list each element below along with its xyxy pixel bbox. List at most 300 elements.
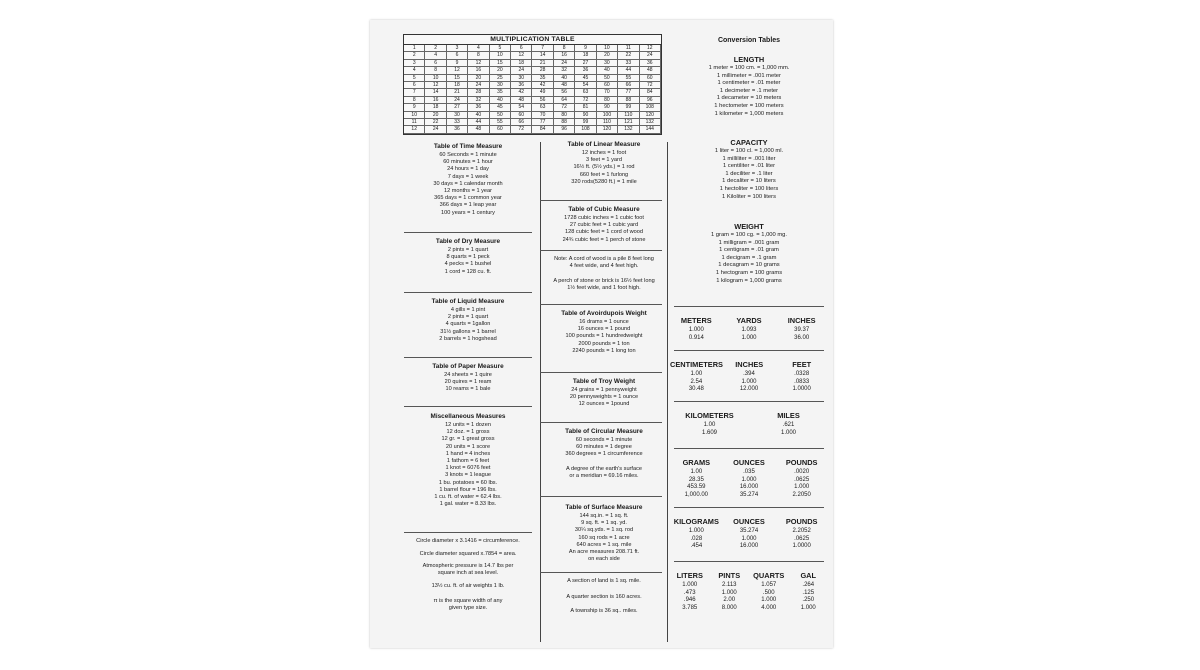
table-divider xyxy=(674,350,824,351)
multiplication-cell: 24 xyxy=(425,126,446,133)
unit-header-cell: GRAMS xyxy=(682,458,711,467)
multiplication-cell: 24 xyxy=(447,97,468,104)
unit-value-cell: 1.00 xyxy=(703,422,716,428)
metric-line: 1 milligram = .001 gram xyxy=(718,239,780,246)
measure-line: 128 cubic feet = 1 cord of wood xyxy=(565,229,643,236)
multiplication-cell: 7 xyxy=(404,89,425,96)
measure-line: on each side xyxy=(588,556,620,563)
unit-header-cell: MILES xyxy=(777,411,800,420)
unit-table-row xyxy=(670,536,828,544)
unit-table-row xyxy=(670,430,828,438)
unit-table-header xyxy=(670,360,828,371)
measure-line: 320 rods(5280 ft.) = 1 mile xyxy=(571,178,637,185)
metric-line: 1 decameter = 10 meters xyxy=(716,95,782,102)
unit-value-cell: 2.2052 xyxy=(792,528,811,534)
unit-value-cell: .473 xyxy=(683,589,696,596)
measure-line: 100 years = 1 century xyxy=(441,209,495,216)
measure-line: 1 knot = 6076 feet xyxy=(445,465,491,472)
multiplication-cell: 84 xyxy=(532,126,553,133)
unit-value-cell: .394 xyxy=(743,371,755,377)
multiplication-cell: 100 xyxy=(597,112,618,119)
metric-line: 1 kilogram = 1,000 grams xyxy=(716,277,782,284)
note-line: Circle diameter squared x.7854 = area. xyxy=(419,551,517,557)
multiplication-cell: 132 xyxy=(618,126,639,133)
multiplication-cell: 99 xyxy=(618,104,639,111)
unit-value-cell: .028 xyxy=(690,535,703,542)
multiplication-cell: 28 xyxy=(468,89,489,96)
multiplication-cell: 60 xyxy=(490,126,511,133)
multiplication-cell: 60 xyxy=(640,75,661,82)
section-title: Table of Paper Measure xyxy=(432,363,504,370)
measure-line: 7 days = 1 week xyxy=(447,173,489,180)
multiplication-cell: 24 xyxy=(640,52,661,59)
unit-value-cell: 1.0000 xyxy=(792,386,811,393)
section-divider xyxy=(404,532,532,533)
measure-line: 31½ gallons = 1 barrel xyxy=(440,328,496,335)
multiplication-cell: 33 xyxy=(447,119,468,126)
measure-line: 1728 cubic inches = 1 cubic foot xyxy=(564,215,644,221)
section-divider xyxy=(540,372,662,373)
multiplication-cell: 30 xyxy=(490,82,511,89)
measure-line: 4 pecks = 1 bushel xyxy=(444,261,492,268)
multiplication-cell: 56 xyxy=(554,89,575,96)
unit-value-cell: .0625 xyxy=(794,535,810,542)
section-divider xyxy=(540,496,662,497)
unit-value-cell: 0.914 xyxy=(688,334,704,341)
multiplication-cell: 72 xyxy=(640,82,661,89)
multiplication-cell: 77 xyxy=(532,119,553,126)
measure-line: 27 cubic feet = 1 cubic yard xyxy=(569,222,639,229)
multiplication-cell: 15 xyxy=(490,60,511,67)
multiplication-cell: 35 xyxy=(532,75,553,82)
unit-value-cell: 1.000 xyxy=(780,429,796,436)
measure-line: 12 gr. = 1 great gross xyxy=(441,436,495,443)
unit-header-cell: QUARTS xyxy=(753,571,785,580)
measure-line: 12 units = 1 dozen xyxy=(445,422,491,428)
multiplication-grid xyxy=(404,45,661,134)
section-title: Table of Linear Measure xyxy=(567,141,641,148)
metric-line: 1 milliliter = .001 liter xyxy=(722,155,776,162)
multiplication-cell: 16 xyxy=(468,67,489,74)
multiplication-cell: 25 xyxy=(490,75,511,82)
unit-value-cell: 1.609 xyxy=(701,429,717,436)
measure-line: 3 knots = 1 league xyxy=(445,472,491,479)
multiplication-cell: 8 xyxy=(404,97,425,104)
unit-header-cell: CENTIMETERS xyxy=(670,360,723,369)
unit-table-row xyxy=(670,597,828,605)
multiplication-cell: 11 xyxy=(618,45,639,52)
multiplication-cell: 28 xyxy=(532,67,553,74)
unit-value-cell: .0625 xyxy=(794,476,810,483)
measure-line: 16 ounces = 1 pound xyxy=(577,326,631,333)
multiplication-cell: 88 xyxy=(554,119,575,126)
multiplication-cell: 16 xyxy=(554,52,575,59)
unit-value-cell: 1.000 xyxy=(721,589,737,596)
section-title: Miscellaneous Measures xyxy=(430,413,506,420)
measure-line: 12 doz. = 1 gross xyxy=(446,429,490,436)
measure-line: 20 quires = 1 ream xyxy=(444,379,492,386)
multiplication-cell: 12 xyxy=(447,67,468,74)
unit-table-row xyxy=(670,492,828,500)
section-divider xyxy=(404,232,532,233)
unit-value-cell: .250 xyxy=(802,597,815,604)
measure-line: 24 grains = 1 pennyweight xyxy=(571,387,637,393)
multiplication-cell: 40 xyxy=(554,75,575,82)
multiplication-cell: 63 xyxy=(575,89,596,96)
multiplication-cell: 55 xyxy=(490,119,511,126)
unit-table-row xyxy=(670,590,828,598)
multiplication-cell: 48 xyxy=(640,67,661,74)
unit-header-cell: GAL xyxy=(800,571,817,580)
conversion-reference-sheet xyxy=(370,20,833,648)
metric-line: 1 centimeter = .01 meter xyxy=(717,80,781,87)
measure-line: 100 pounds = 1 hundredweight xyxy=(565,333,643,340)
measure-line: 30¼ sq.yds. = 1 sq. rod xyxy=(574,527,634,534)
unit-value-cell: .264 xyxy=(802,582,815,588)
multiplication-cell: 64 xyxy=(554,97,575,104)
multiplication-cell: 45 xyxy=(490,104,511,111)
unit-table-row xyxy=(670,582,828,590)
measure-line: A perch of stone or brick is 16½ feet long xyxy=(553,277,655,284)
multiplication-cell: 9 xyxy=(575,45,596,52)
metric-line: 1 Kiloliter = 100 liters xyxy=(722,193,776,200)
multiplication-cell: 54 xyxy=(511,104,532,111)
measure-line: 1 hand = 4 inches xyxy=(445,450,491,457)
multiplication-cell: 12 xyxy=(511,52,532,59)
multiplication-cell: 24 xyxy=(468,82,489,89)
multiplication-cell: 44 xyxy=(618,67,639,74)
measure-line: 1 barrel flour = 196 lbs. xyxy=(439,486,497,493)
unit-table-row xyxy=(670,422,828,430)
measure-line: 24¾ cubic feet = 1 perch of stone xyxy=(562,236,646,243)
multiplication-cell: 60 xyxy=(511,112,532,119)
unit-header-cell: LITERS xyxy=(676,571,703,580)
metric-line: 1 hectogram = 100 grams xyxy=(715,269,783,276)
measure-line: 2 barrels = 1 hogshead xyxy=(439,335,497,342)
multiplication-cell: 20 xyxy=(597,52,618,59)
metric-line: 1 hectoliter = 100 liters xyxy=(719,185,779,192)
metric-line: 1 meter = 100 cm. = 1,000 mm. xyxy=(708,65,790,71)
unit-value-cell: 1.000 xyxy=(761,597,777,604)
measure-line: 4 gills = 1 pint xyxy=(450,307,486,313)
metric-line: 1 decimeter = .1 meter xyxy=(719,87,779,94)
multiplication-cell: 54 xyxy=(575,82,596,89)
unit-table-grams-ounces-pounds xyxy=(670,458,828,499)
multiplication-cell: 32 xyxy=(468,97,489,104)
note-line: 13½ cu. ft. of air weights 1 lb. xyxy=(431,583,505,589)
note-line: Circle diameter x 3.1416 = circumference. xyxy=(416,538,520,544)
multiplication-cell: 10 xyxy=(425,75,446,82)
multiplication-cell: 20 xyxy=(490,67,511,74)
unit-table-header xyxy=(670,411,828,422)
multiplication-cell: 12 xyxy=(404,126,425,133)
unit-table-header xyxy=(670,517,828,528)
unit-value-cell: .0020 xyxy=(794,469,810,475)
unit-table-row xyxy=(670,543,828,551)
multiplication-cell: 8 xyxy=(554,45,575,52)
measure-line: 1½ feet wide, and 1 foot high. xyxy=(567,284,641,291)
unit-value-cell: 1,000.00 xyxy=(684,491,708,498)
unit-value-cell: 1.000 xyxy=(741,476,757,483)
table-divider xyxy=(674,306,824,307)
note-line: Atmospheric pressure is 14.7 lbs per xyxy=(422,563,514,569)
measure-line: 60 minutes = 1 degree xyxy=(576,444,632,451)
multiplication-cell: 66 xyxy=(511,119,532,126)
unit-table-centimeters-inches-feet xyxy=(670,360,828,394)
multiplication-cell: 50 xyxy=(490,112,511,119)
unit-value-cell: 2.113 xyxy=(721,582,737,588)
metric-line: 1 hectometer = 100 meters xyxy=(714,102,784,109)
table-divider xyxy=(674,507,824,508)
measure-line: Note: A cord of wood is a pile 8 feet long xyxy=(554,256,654,262)
multiplication-cell: 20 xyxy=(425,112,446,119)
metric-line: 1 decaliter = 10 liters xyxy=(722,178,776,185)
multiplication-cell: 18 xyxy=(447,82,468,89)
unit-table-row xyxy=(670,484,828,492)
multiplication-cell: 18 xyxy=(575,52,596,59)
unit-value-cell: .125 xyxy=(802,589,815,596)
measure-line: 2240 pounds = 1 long ton xyxy=(572,347,636,354)
measure-line: 10 reams = 1 bale xyxy=(445,386,491,393)
metric-line: 1 decagram = 10 grams xyxy=(718,262,780,269)
unit-value-cell: 1.093 xyxy=(741,327,757,333)
unit-value-cell: 8.000 xyxy=(721,604,737,611)
unit-value-cell: .035 xyxy=(743,469,755,475)
section-divider xyxy=(404,406,532,407)
multiplication-cell: 6 xyxy=(404,82,425,89)
metric-block-title: WEIGHT xyxy=(734,222,764,231)
metric-line: 1 liter = 100 cl. = 1,000 ml. xyxy=(714,148,784,154)
metric-line: 1 millimeter = .001 meter xyxy=(717,72,781,79)
unit-table-row xyxy=(670,327,828,335)
multiplication-cell: 50 xyxy=(597,75,618,82)
unit-table-kilograms-ounces-pounds xyxy=(670,517,828,551)
multiplication-cell: 14 xyxy=(532,52,553,59)
multiplication-cell: 96 xyxy=(640,97,661,104)
unit-header-cell: INCHES xyxy=(787,316,816,325)
unit-value-cell: 1.00 xyxy=(690,469,703,475)
multiplication-cell: 12 xyxy=(640,45,661,52)
multiplication-cell: 88 xyxy=(618,97,639,104)
measure-line: 20 pennyweights = 1 ounce xyxy=(569,394,639,401)
multiplication-cell: 22 xyxy=(618,52,639,59)
multiplication-cell: 10 xyxy=(490,52,511,59)
unit-value-cell: 1.000 xyxy=(688,327,704,333)
unit-value-cell: 2.2050 xyxy=(792,491,811,498)
measure-line: 24 sheets = 1 quire xyxy=(444,372,492,378)
unit-header-cell: POUNDS xyxy=(785,458,818,467)
multiplication-cell: 15 xyxy=(447,75,468,82)
unit-value-cell: 4.000 xyxy=(761,604,777,611)
unit-table-meters-yards-inches xyxy=(670,316,828,342)
measure-line: 12 ounces = 1pound xyxy=(578,401,630,408)
unit-table-header xyxy=(670,316,828,327)
measure-line: 3 feet = 1 yard xyxy=(586,157,622,164)
unit-header-cell: KILOGRAMS xyxy=(673,517,719,526)
multiplication-cell: 48 xyxy=(511,97,532,104)
unit-value-cell: 39.37 xyxy=(794,327,810,333)
unit-table-row xyxy=(670,605,828,613)
measure-line: 2 pints = 1 quart xyxy=(447,314,489,321)
metric-line: 1 kilometer = 1,000 meters xyxy=(714,110,784,117)
unit-table-header xyxy=(670,571,828,582)
measure-line: or a meridian = 69.16 miles. xyxy=(569,473,639,479)
multiplication-cell: 40 xyxy=(597,67,618,74)
metric-line: 1 deciliter = .1 liter xyxy=(725,170,773,177)
multiplication-cell: 32 xyxy=(554,67,575,74)
multiplication-cell: 4 xyxy=(404,67,425,74)
metric-line: 1 centigram = .01 gram xyxy=(719,247,779,254)
multiplication-cell: 10 xyxy=(404,112,425,119)
multiplication-cell: 30 xyxy=(447,112,468,119)
multiplication-cell: 90 xyxy=(597,104,618,111)
section-divider xyxy=(540,572,662,573)
unit-value-cell: .454 xyxy=(690,543,703,550)
section-title: Table of Dry Measure xyxy=(435,238,501,245)
multiplication-cell: 2 xyxy=(404,52,425,59)
multiplication-cell: 60 xyxy=(597,82,618,89)
measure-line: An acre measures 208.71 ft. xyxy=(568,549,640,555)
multiplication-cell: 4 xyxy=(468,45,489,52)
table-divider xyxy=(674,401,824,402)
section-divider xyxy=(404,357,532,358)
unit-header-cell: OUNCES xyxy=(733,517,765,526)
multiplication-cell: 96 xyxy=(554,126,575,133)
unit-value-cell: 1.0000 xyxy=(792,543,811,550)
measure-line: 144 sq.in. = 1 sq. ft. xyxy=(579,513,629,519)
multiplication-cell: 36 xyxy=(468,104,489,111)
multiplication-cell: 3 xyxy=(404,60,425,67)
multiplication-cell: 77 xyxy=(618,89,639,96)
unit-value-cell: 36.00 xyxy=(794,334,810,341)
section-title: Table of Circular Measure xyxy=(565,428,643,435)
section-title: Table of Liquid Measure xyxy=(431,298,505,305)
multiplication-cell: 84 xyxy=(640,89,661,96)
multiplication-cell: 99 xyxy=(575,119,596,126)
multiplication-cell: 18 xyxy=(511,60,532,67)
unit-value-cell: 1.000 xyxy=(688,528,704,534)
multiplication-cell: 42 xyxy=(511,89,532,96)
measure-line: 60 seconds = 1 minute xyxy=(575,437,633,443)
unit-value-cell: 1.000 xyxy=(741,535,757,542)
measure-line: 60 minutes = 1 hour xyxy=(443,159,493,166)
unit-value-cell: 1.000 xyxy=(682,582,698,588)
multiplication-cell: 80 xyxy=(554,112,575,119)
multiplication-cell: 36 xyxy=(447,126,468,133)
metric-line: 1 gram = 100 cg. = 1,000 mg. xyxy=(710,232,788,238)
measure-line: 8 quarts = 1 peck xyxy=(446,254,490,261)
multiplication-cell: 24 xyxy=(554,60,575,67)
measure-line: 24 hours = 1 day xyxy=(447,166,489,173)
unit-value-cell: 28.35 xyxy=(688,476,704,483)
multiplication-cell: 120 xyxy=(597,126,618,133)
multiplication-cell: 44 xyxy=(468,119,489,126)
section-title: Table of Troy Weight xyxy=(572,378,636,385)
multiplication-cell: 132 xyxy=(640,119,661,126)
measure-line: A degree of the earth's surface xyxy=(565,465,642,472)
multiplication-cell: 22 xyxy=(425,119,446,126)
metric-block-title: LENGTH xyxy=(733,55,765,64)
multiplication-cell: 40 xyxy=(468,112,489,119)
multiplication-cell: 30 xyxy=(597,60,618,67)
measure-line: 1 cord = 128 cu. ft. xyxy=(444,268,492,275)
note-line: square inch at sea level. xyxy=(437,570,499,577)
unit-table-row xyxy=(670,477,828,485)
unit-value-cell: .0833 xyxy=(794,378,810,385)
multiplication-cell: 108 xyxy=(575,126,596,133)
multiplication-cell: 10 xyxy=(597,45,618,52)
measure-line: 1 cu. ft. of water = 62.4 lbs. xyxy=(434,494,502,500)
unit-value-cell: 1.000 xyxy=(800,604,816,611)
multiplication-cell: 70 xyxy=(532,112,553,119)
section-divider xyxy=(540,304,662,305)
measure-line: 4 quarts = 1gallon xyxy=(445,321,491,328)
metric-block-length xyxy=(670,55,828,118)
unit-header-cell: METERS xyxy=(680,316,712,325)
measure-line: 60 Seconds = 1 minute xyxy=(439,152,497,158)
multiplication-cell: 18 xyxy=(425,104,446,111)
measure-line: 30 days = 1 calendar month xyxy=(433,180,503,187)
metric-block-capacity xyxy=(670,138,828,201)
multiplication-cell: 36 xyxy=(640,60,661,67)
unit-value-cell: 2.54 xyxy=(690,378,703,385)
multiplication-cell: 42 xyxy=(532,82,553,89)
unit-table-row xyxy=(670,386,828,394)
metric-line: 1 decigram = .1 gram xyxy=(721,254,777,261)
measure-line: 160 sq rods = 1 acre xyxy=(578,534,630,541)
multiplication-cell: 35 xyxy=(490,89,511,96)
multiplication-cell: 49 xyxy=(532,89,553,96)
multiplication-cell: 8 xyxy=(468,52,489,59)
multiplication-cell: 110 xyxy=(597,119,618,126)
multiplication-cell: 48 xyxy=(554,82,575,89)
unit-value-cell: .946 xyxy=(683,597,696,604)
unit-value-cell: 453.59 xyxy=(687,484,706,491)
metric-line: 1 centiliter = .01 liter xyxy=(722,163,776,170)
unit-value-cell: 1.000 xyxy=(794,484,810,491)
multiplication-cell: 108 xyxy=(640,104,661,111)
multiplication-cell: 90 xyxy=(575,112,596,119)
measure-line: 16 drams = 1 ounce xyxy=(579,319,629,325)
metric-block-weight xyxy=(670,222,828,285)
note-line: π is the square width of any xyxy=(433,598,503,604)
multiplication-cell: 14 xyxy=(425,89,446,96)
multiplication-cell: 16 xyxy=(425,97,446,104)
table-divider xyxy=(674,561,824,562)
multiplication-cell: 12 xyxy=(468,60,489,67)
multiplication-cell: 30 xyxy=(511,75,532,82)
multiplication-table xyxy=(403,34,662,135)
multiplication-cell: 66 xyxy=(618,82,639,89)
multiplication-cell: 72 xyxy=(511,126,532,133)
note-line: A quarter section is 160 acres. xyxy=(566,594,642,600)
measure-line: 12 inches = 1 foot xyxy=(581,150,627,156)
unit-table-row xyxy=(670,371,828,379)
multiplication-cell: 36 xyxy=(575,67,596,74)
unit-header-cell: INCHES xyxy=(735,360,764,369)
unit-header-cell: FEET xyxy=(792,360,812,369)
multiplication-cell: 11 xyxy=(404,119,425,126)
unit-table-liters-pints-quarts-gal xyxy=(670,571,828,612)
unit-value-cell: .0328 xyxy=(794,371,810,377)
unit-value-cell: 1.000 xyxy=(741,334,757,341)
unit-value-cell: 1.000 xyxy=(741,378,757,385)
unit-value-cell: 30.48 xyxy=(688,386,704,393)
multiplication-cell: 4 xyxy=(425,52,446,59)
measure-line: 20 units = 1 score xyxy=(445,443,491,450)
measure-line: 9 sq. ft. = 1 sq. yd. xyxy=(581,520,627,527)
multiplication-cell: 2 xyxy=(425,45,446,52)
